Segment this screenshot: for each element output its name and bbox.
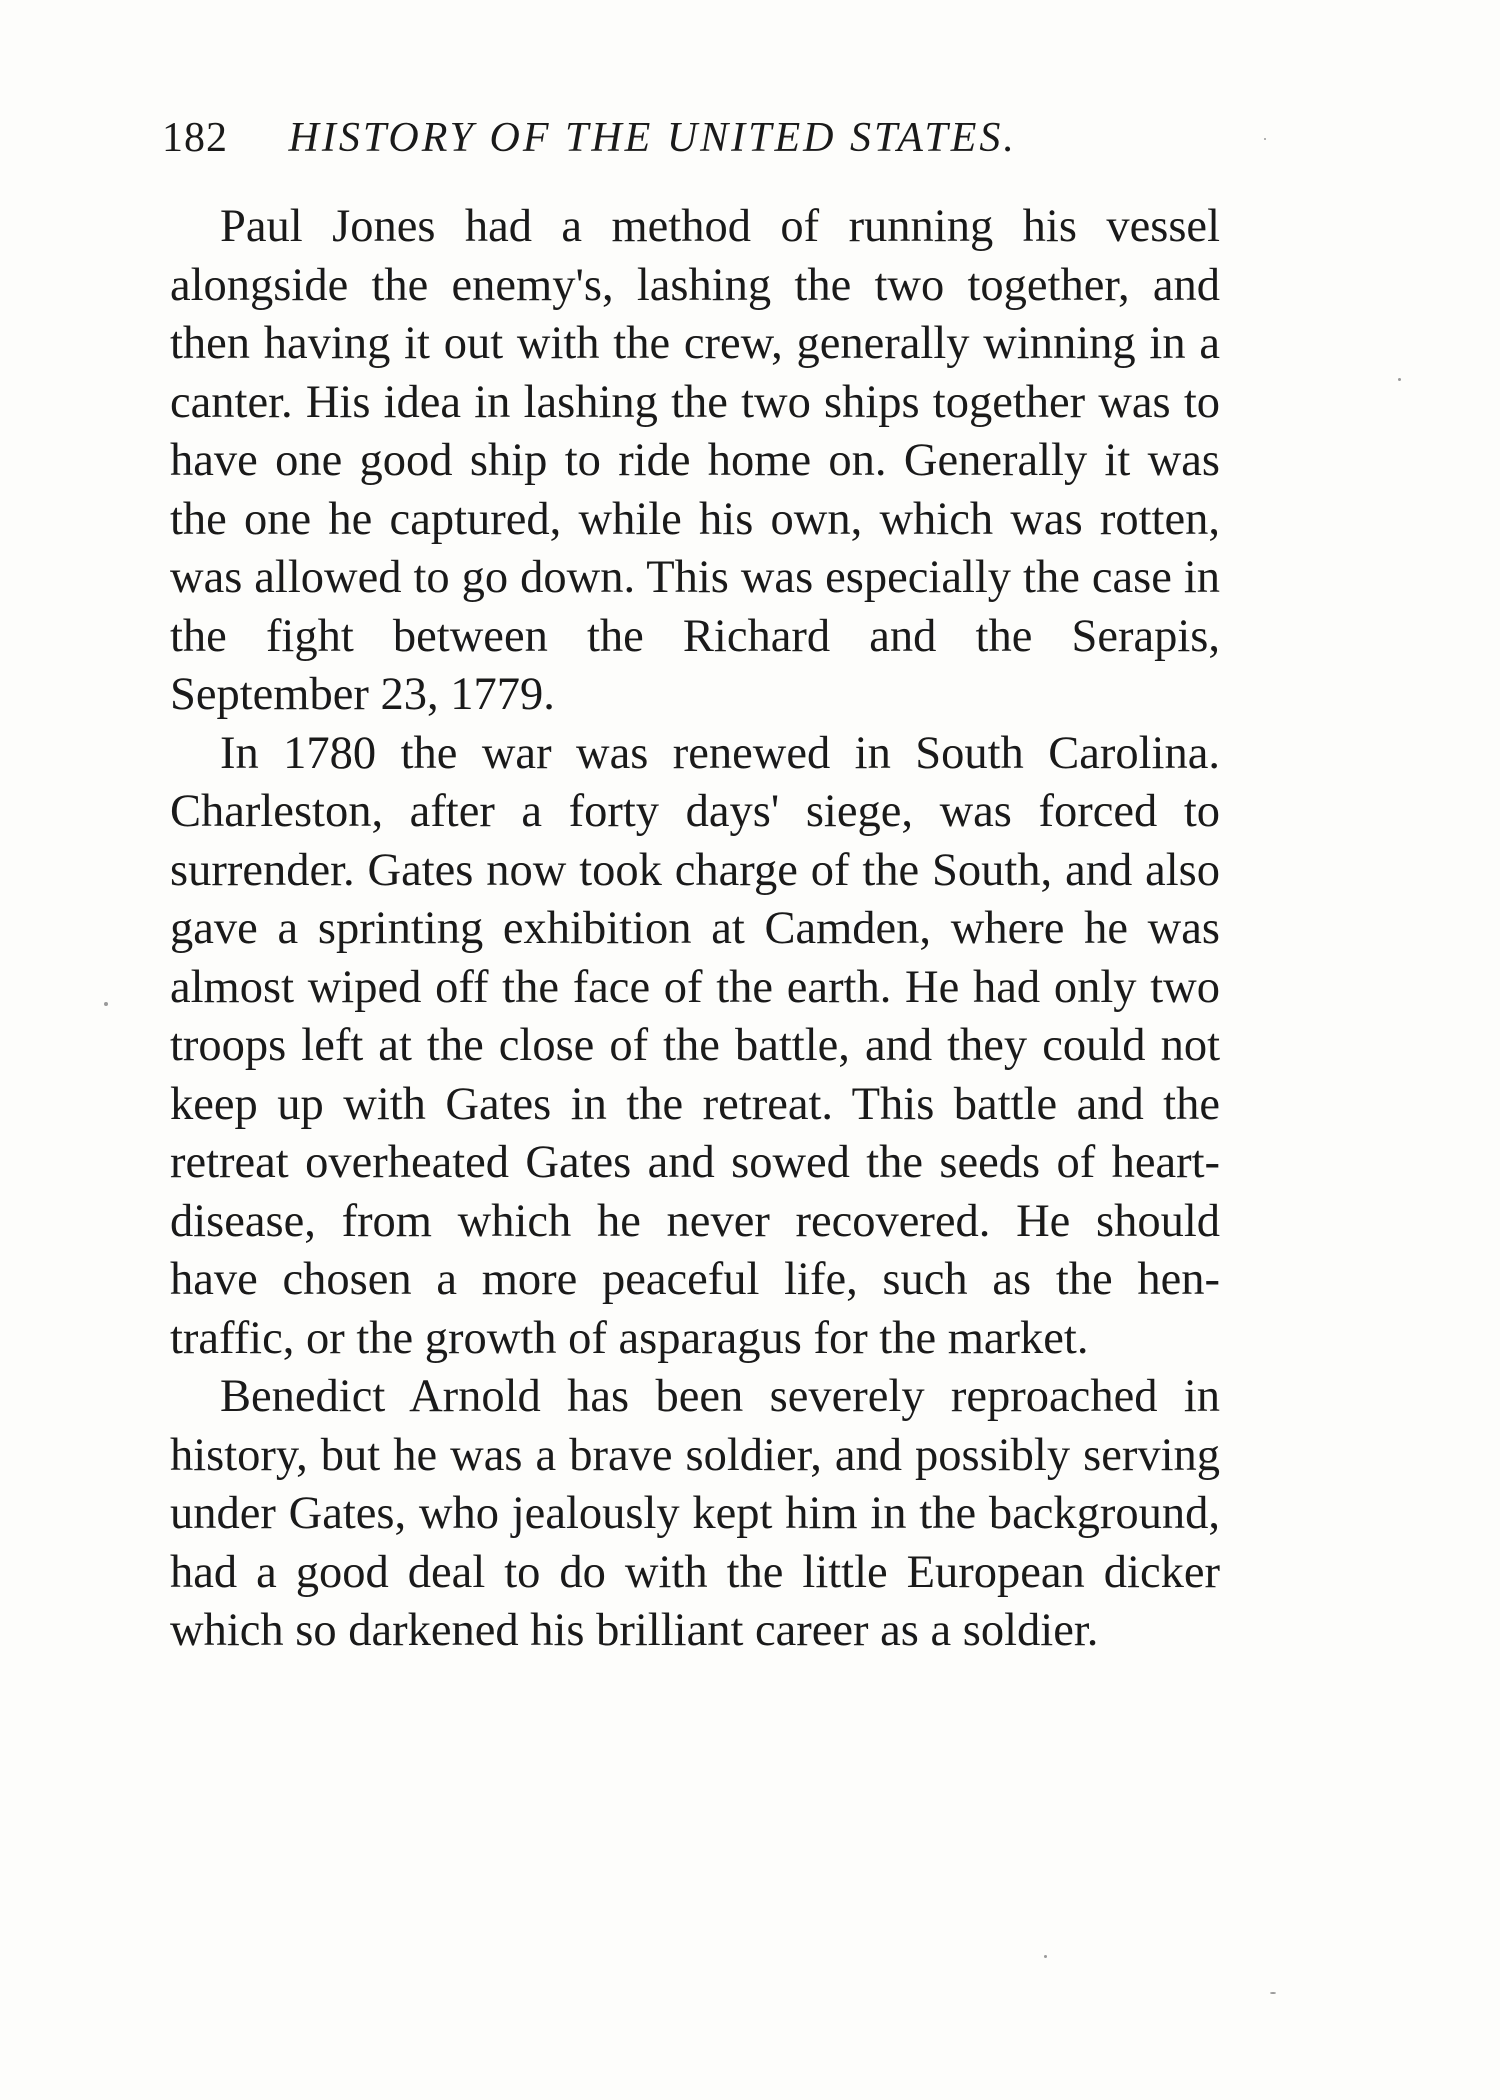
running-head [162,108,1262,168]
scan-speck [1044,1955,1047,1958]
body-text [170,198,1220,1661]
scan-speck [104,1002,108,1006]
paragraph-benedict-arnold: Benedict Arnold has been severely reproached in history, but he was a brave soldier, and possibly serving under Gates, who jealously kept him in the background, had a good deal to do with the little European dicker which so darkened his brilliant career as a soldier. [170,1371,1220,1656]
paragraph-south-carolina: In 1780 the war was renewed in South Carolina. Charleston, after a forty days' siege, was forced to surrender. Gates now took charge of the South, and also gave a sprinting exhibition at Camden, where he was almost wiped off the face of the earth. He had only two troops left at the close of the battle, and they could not keep up with Gates in the retreat. This battle and the retreat overheated Gates and sowed the seeds of heart-disease, from which he never recovered. He should have chosen a more peaceful life, such as the hen-traffic, or the growth of asparagus for the market. [170,727,1220,1364]
paragraph-paul-jones: Paul Jones had a method of running his vessel alongside the enemy's, lashing the two together, and then having it out with the crew, generally winning in a canter. His idea in lashing the two ships together was to have one good ship to ride home on. Generally it was the one he captured, while his own, which was rotten, was allowed to go down. This was especially the case in the fight between the Richard and the Serapis, September 23, 1779. [170,201,1220,720]
page-number: 182 [162,115,228,161]
scan-speck [1264,138,1266,140]
running-title: HISTORY OF THE UNITED STATES. [288,115,1017,161]
scan-speck [1270,1992,1276,1994]
scan-speck [1398,378,1401,381]
